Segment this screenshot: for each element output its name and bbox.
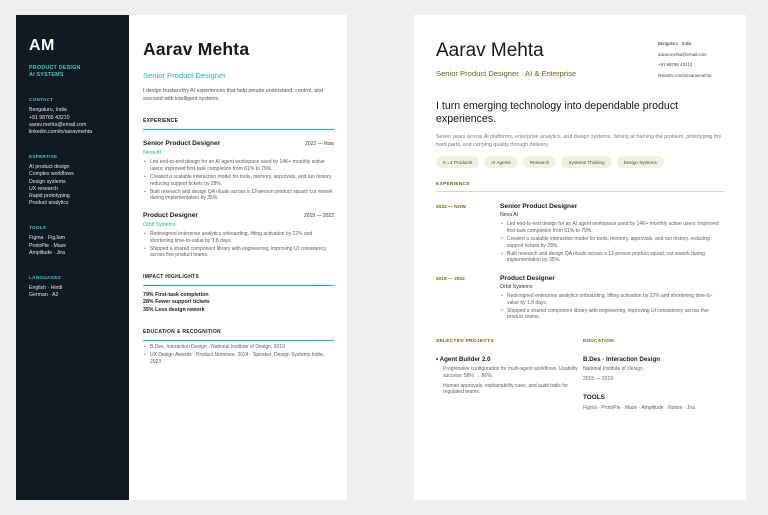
job-bullet: • Created a scalable interaction model for tools, memory, approvals, and run history, reducing support tickets by 28%. — [143, 174, 334, 187]
job-company: Nexa AI — [500, 212, 519, 219]
sidebar-heading-expertise: EXPERTISE — [29, 154, 58, 160]
job-date: 2022 — Now — [305, 141, 334, 148]
job-bullet: • Shipped a shared component library with engineering, improving UI consistency across five product teams. — [143, 246, 334, 259]
job-role: Senior Product Designer — [500, 203, 578, 211]
education-list — [143, 344, 334, 365]
job-bullet: • Led end-to-end design for an AI agent workspace used by 14K+ monthly active users; improved first-task completion from 61% to 79%. — [500, 221, 724, 234]
job-company: Orbit Systems — [500, 283, 533, 290]
expertise-item: Rapid prototyping — [29, 193, 70, 200]
sidebar-heading-tools: TOOLS — [29, 225, 47, 231]
section-heading-projects: SELECTED PROJECTS — [436, 338, 494, 344]
job-company: Orbit Systems — [143, 221, 176, 228]
job-bullet: • Built research and design QA rituals across a 12-person product squad; cut rework during implementation by 35%. — [143, 189, 334, 202]
job-bullet: • Created a scalable interaction model for tools, memory, approvals, and run history, reducing support tickets by 28%. — [500, 236, 724, 249]
job-bullet: • Built research and design QA rituals across a 12-person product squad; cut rework during implementation by 35%. — [500, 251, 724, 264]
expertise-item: Design systems — [29, 178, 66, 185]
job-bullet: • Shipped a shared component library with engineering, improving UI consistency across five product teams. — [500, 308, 724, 321]
contact-linkedin: linkedin.com/in/aaravmehta — [29, 129, 93, 136]
resume-page-light — [414, 15, 746, 500]
skill-tag: AI Agents — [484, 156, 518, 168]
tools-item: Figma · FigJam — [29, 235, 66, 242]
job-bullets — [143, 159, 334, 202]
job-entry — [436, 275, 724, 321]
contact-block — [658, 39, 724, 81]
job-role: Product Designer — [500, 274, 555, 282]
job-entry — [143, 212, 334, 259]
skill-tags — [436, 156, 724, 168]
job-bullets — [500, 293, 724, 321]
job-bullet: • Redesigned enterprise analytics onboarding, lifting activation by 22% and shortening time-to-value by 1.8 days. — [500, 293, 724, 306]
language-item: English · Hindi — [29, 285, 63, 292]
sidebar-heading-languages: LANGUAGES — [29, 275, 62, 281]
job-date: 2019 — 2022 — [436, 276, 465, 282]
project-title: • Agent Builder 2.0 — [436, 356, 583, 363]
expertise-item: Complex workflows — [29, 171, 74, 178]
education-item: • B.Des, Interaction Design · National Institute of Design, 2019 — [143, 344, 334, 351]
contact-phone: +91 98765 43210 — [658, 62, 693, 68]
bottom-columns — [436, 339, 724, 411]
project-description: Progressive configuration for multi-agent workflows. Usability success: 58% → 86%. — [443, 365, 578, 379]
section-heading-education: EDUCATION — [583, 338, 614, 344]
highlight-item: 28% Fewer support tickets — [143, 299, 210, 306]
section-heading-experience: EXPERIENCE — [436, 182, 724, 192]
tools-item: Amplitude · Jira — [29, 249, 66, 256]
skill-tag: Systems Thinking — [561, 156, 611, 168]
project-description: Human approvals, explainability cues, and audit trails for regulated teams. — [443, 382, 569, 396]
project-entry — [436, 356, 583, 396]
contact-phone: +91 98765 43210 — [29, 114, 70, 121]
job-bullets — [500, 221, 724, 264]
projects-column — [436, 339, 583, 411]
education-years: 2015 — 2019 — [583, 375, 614, 382]
monogram: AM — [29, 37, 55, 54]
tools-item: ProtoPie · Maze — [29, 242, 67, 249]
job-bullet: • Led end-to-end design for an AI agent workspace used by 14K+ monthly active users; improved first-task completion from 61% to 79%. — [143, 159, 334, 172]
sidebar-heading-contact: CONTACT — [29, 97, 54, 103]
resume-name: Aarav Mehta — [436, 40, 544, 61]
contact-location: Bengaluru, India — [29, 107, 67, 114]
job-role: Product Designer — [143, 211, 198, 219]
education-column — [583, 339, 724, 411]
skill-tag: 0→1 Products — [436, 156, 479, 168]
job-date: 2022 — NOW — [436, 205, 466, 211]
language-item: German · A2 — [29, 292, 59, 299]
resume-summary: Seven years across AI platforms, enterprise analytics, and design systems. Strong at framing the problem, prototyping the hard parts, and carrying quality through delivery. — [436, 134, 722, 148]
highlight-item: 35% Less design rework — [143, 306, 205, 313]
contact-email: aarav.mehta@email.com — [658, 51, 707, 57]
resume-sidebar — [16, 15, 129, 500]
resume-headline: I turn emerging technology into dependable product experiences. — [436, 100, 679, 125]
job-role: Senior Product Designer — [143, 140, 221, 148]
sidebar-role-line: PRODUCT DESIGN — [29, 65, 81, 71]
education-item: • UX Design Awards · Product Nominee, 2024 · Speaker, Design Systems India, 2023 — [143, 352, 334, 365]
job-bullet: • Redesigned enterprise analytics onboarding, lifting activation by 22% and shortening time-to-value by 1.8 days. — [143, 231, 334, 244]
job-bullets — [143, 231, 334, 259]
resume-main-column — [129, 15, 347, 500]
resume-name: Aarav Mehta — [143, 39, 250, 59]
job-company: Nexa AI — [143, 150, 162, 157]
expertise-item: AI product design — [29, 164, 70, 171]
tools-list: Figma · ProtoPie · Maze · Amplitude · Notion · Jira — [583, 404, 695, 411]
highlight-item: 79% First-task completion — [143, 291, 209, 298]
job-entry — [436, 203, 724, 264]
sidebar-role-line: AI SYSTEMS — [29, 72, 64, 79]
tools-heading: TOOLS — [583, 393, 605, 401]
education-degree: B.Des · Interaction Design — [583, 355, 661, 363]
contact-email: aarav.mehta@email.com — [29, 121, 87, 128]
section-heading-experience: EXPERIENCE — [143, 118, 334, 130]
resume-title: Senior Product Designer — [143, 71, 226, 80]
resume-page-dark-sidebar — [16, 15, 347, 500]
skill-tag: Research — [523, 156, 557, 168]
contact-location: Bengaluru · India — [658, 41, 692, 46]
resume-header — [436, 15, 724, 90]
expertise-item: UX research — [29, 185, 58, 192]
education-school: National Institute of Design — [583, 365, 643, 372]
job-date: 2019 — 2022 — [303, 212, 334, 219]
expertise-item: Product analytics — [29, 200, 69, 207]
resume-summary: I design trustworthy AI experiences that help people understand, control, and succeed with intelligent systems. — [143, 88, 323, 102]
job-entry — [143, 140, 334, 202]
section-heading-education: EDUCATION & RECOGNITION — [143, 329, 334, 341]
section-heading-highlights: IMPACT HIGHLIGHTS — [143, 274, 334, 286]
skill-tag: Design Systems — [617, 156, 664, 168]
contact-linkedin: linkedin.com/in/aaravmehta — [658, 72, 712, 78]
resume-title: Senior Product Designer · AI & Enterprise — [436, 69, 577, 78]
